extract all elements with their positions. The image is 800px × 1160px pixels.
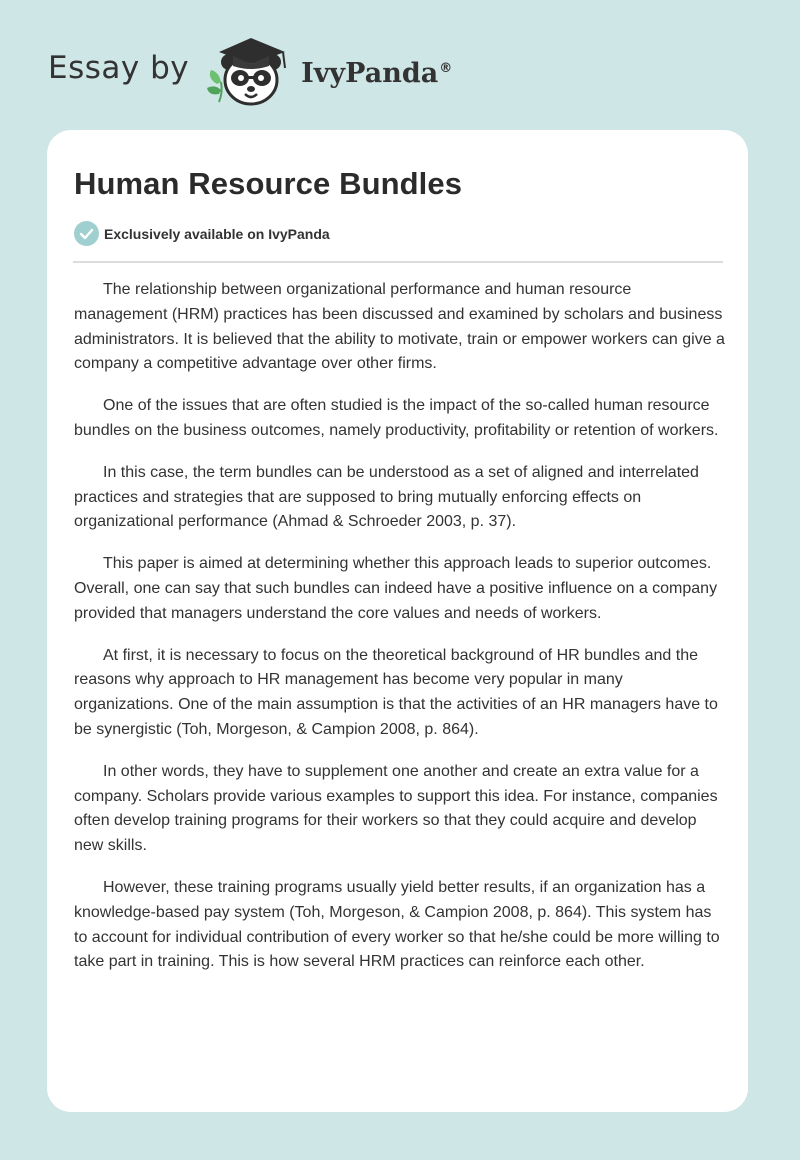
brand-name: IvyPanda®	[301, 57, 453, 89]
brand-prefix: Essay by	[48, 50, 190, 86]
exclusive-label: Exclusively available on IvyPanda	[104, 225, 330, 242]
panda-mascot-icon	[203, 34, 299, 110]
paragraph: In this case, the term bundles can be understood as a set of aligned and interrelated practices and strategies that are supposed to bring mutually enforcing effects on organizational performance (Ahmad & Schroeder 2003, p. 37).	[74, 463, 699, 531]
divider	[73, 261, 723, 263]
paragraph: However, these training programs usually yield better results, if an organization has a knowledge-based pay system (Toh, Morgeson, & Campion 2008, p. 864). This system has to account for individual contribution of every worker so that he/she could be more willing to take part in training. This is how several HRM practices can reinforce each other.	[74, 878, 720, 971]
paragraph: One of the issues that are often studied is the impact of the so-called human resource bundles on the business outcomes, namely productivity, profitability or retention of workers.	[74, 397, 719, 439]
registered-mark: ®	[439, 60, 453, 76]
check-circle-icon	[74, 221, 99, 246]
essay-card	[47, 130, 748, 1112]
page-title: Human Resource Bundles	[74, 166, 463, 201]
paragraph: This paper is aimed at determining whether this approach leads to superior outcomes. Overall, one can say that such bundles can indeed have a positive influence on a company provided that managers understand the core values and needs of workers.	[74, 555, 718, 622]
essay-body	[74, 278, 726, 992]
brand-logo[interactable]	[48, 34, 452, 110]
paragraph: The relationship between organizational performance and human resource management (HRM) practices has been discussed and examined by scholars and business administrators. It is believed that the ability to motivate, train or empower workers can give a company a competitive advantage over other firms.	[74, 281, 725, 373]
paragraph: In other words, they have to supplement one another and create an extra value for a company. Scholars provide various examples to support this idea. For instance, companies often develop training programs for their workers so that they could acquire and develop new skills.	[74, 762, 718, 855]
paragraph: At first, it is necessary to focus on the theoretical background of HR bundles and the reasons why approach to HR management has become very popular in many organizations. One of the main assumption is that the activities of an HR managers have to be synergistic (Toh, Morgeson, & Campion 2008, p. 864).	[74, 646, 718, 738]
exclusive-badge	[74, 221, 330, 246]
